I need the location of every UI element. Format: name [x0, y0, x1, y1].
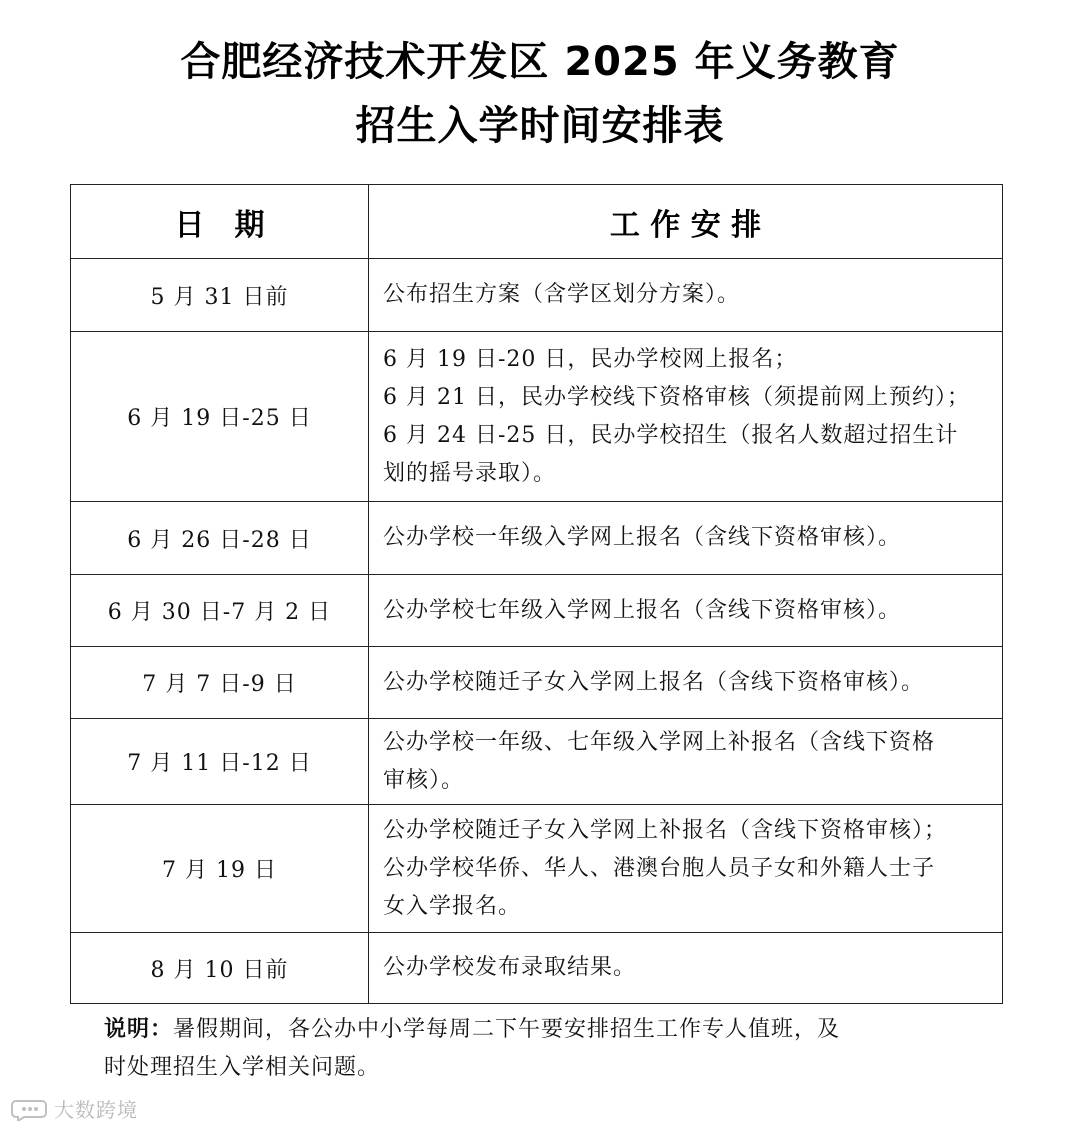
work-cell	[369, 805, 1003, 933]
table-row	[71, 575, 1003, 647]
table-row	[71, 805, 1003, 933]
note-line-1	[104, 1010, 1004, 1049]
work-cell	[369, 332, 1003, 502]
schedule-table	[70, 184, 1003, 1004]
work-line: 6 月 19 日-20 日，民办学校网上报名；	[383, 346, 798, 372]
work-line: 公办学校七年级入学网上报名（含线下资格审核）。	[383, 597, 902, 623]
table-row	[71, 719, 1003, 805]
note-text-1: 暑假期间，各公办中小学每周二下午要安排招生工作专人值班，及	[173, 1017, 841, 1042]
date-cell: 6 月 19 日-25 日	[71, 332, 369, 502]
work-line: 公办学校发布录取结果。	[383, 955, 637, 980]
work-line: 公办学校一年级入学网上报名（含线下资格审核）。	[383, 525, 902, 550]
document-title-line-2: 招生入学时间安排表	[355, 103, 725, 149]
work-cell	[369, 575, 1003, 647]
work-line: 6 月 21 日，民办学校线下资格审核（须提前网上预约）；	[383, 384, 970, 410]
date-cell: 7 月 7 日-9 日	[71, 647, 369, 719]
work-cell	[369, 719, 1003, 805]
work-cell	[369, 933, 1003, 1004]
work-line: 公办学校随迁子女入学网上补报名（含线下资格审核）；	[383, 817, 948, 843]
work-line: 划的摇号录取）。	[383, 460, 557, 486]
table-row	[71, 647, 1003, 719]
date-cell: 8 月 10 日前	[71, 933, 369, 1004]
work-line: 审核）。	[383, 767, 465, 793]
date-column-header: 日 期	[71, 185, 369, 259]
work-line: 女入学报名。	[383, 893, 522, 919]
table-row	[71, 332, 1003, 502]
date-cell: 6 月 26 日-28 日	[71, 502, 369, 575]
work-column-header: 工 作 安 排	[369, 185, 1003, 259]
table-row	[71, 933, 1003, 1004]
work-line: 公办学校一年级、七年级入学网上补报名（含线下资格	[383, 729, 936, 755]
speech-bubble-logo-icon	[10, 1097, 50, 1121]
note	[104, 1010, 1004, 1087]
work-cell	[369, 259, 1003, 332]
table-header-row	[71, 185, 1003, 259]
watermark	[10, 1094, 138, 1123]
date-cell: 7 月 11 日-12 日	[71, 719, 369, 805]
table-row	[71, 502, 1003, 575]
note-line-2: 时处理招生入学相关问题。	[104, 1055, 381, 1080]
work-line: 6 月 24 日-25 日，民办学校招生（报名人数超过招生计	[383, 422, 959, 448]
work-line: 公布招生方案（含学区划分方案）。	[383, 282, 741, 307]
work-line: 公办学校随迁子女入学网上报名（含线下资格审核）。	[383, 669, 925, 695]
work-cell	[369, 647, 1003, 719]
table-row	[71, 259, 1003, 332]
date-cell: 5 月 31 日前	[71, 259, 369, 332]
date-cell: 7 月 19 日	[71, 805, 369, 933]
document-title-line-1: 合肥经济技术开发区 2025 年义务教育	[180, 39, 900, 85]
work-cell	[369, 502, 1003, 575]
work-line: 公办学校华侨、华人、港澳台胞人员子女和外籍人士子	[383, 855, 936, 881]
date-cell: 6 月 30 日-7 月 2 日	[71, 575, 369, 647]
note-label: 说明：	[104, 1016, 174, 1042]
watermark-text: 大数跨境	[54, 1098, 138, 1122]
